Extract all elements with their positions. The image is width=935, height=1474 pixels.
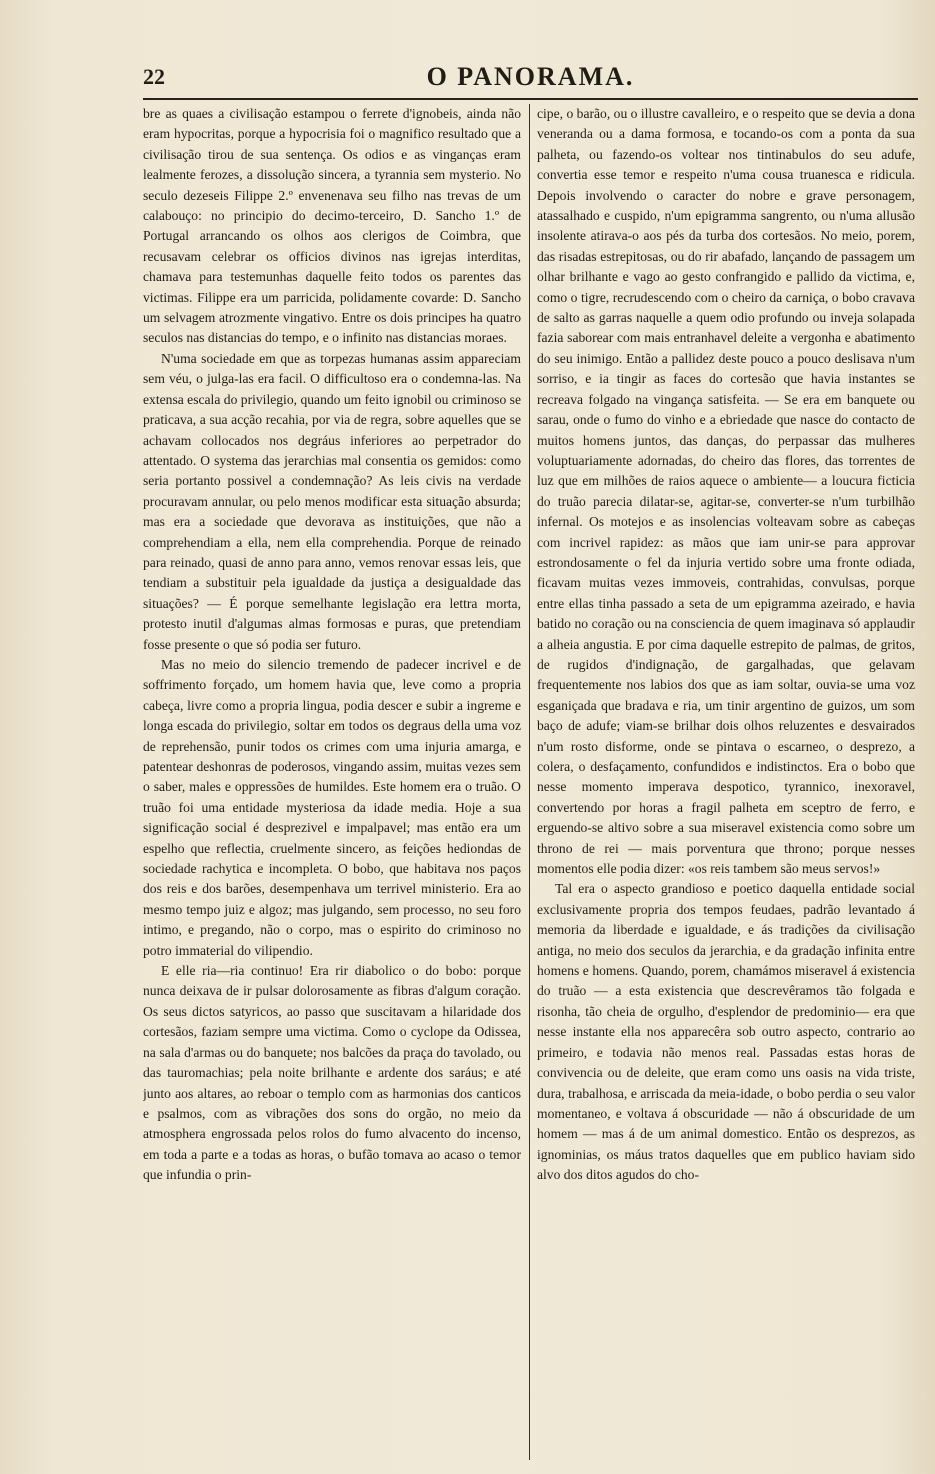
page-number: 22 [143, 64, 165, 89]
header-rule [143, 98, 918, 100]
right-column [537, 104, 915, 1464]
page-header [143, 62, 918, 98]
journal-title: O PANORAMA. [426, 62, 635, 91]
paragraph: Mas no meio do silencio tremendo de padecer incrivel e de soffrimento forçado, um homem havia que, leve como a propria cabeça, livre como a propria lingua, podia descer e subir a ingreme e longa escada do privilegio, soltar em todos os degraus della uma voz de reprehensão, punir todos os crimes com uma injuria amarga, e patentear deshonras de poderosos, vingando assim, muitas vezes sem o saber, males e oppressões de humildes. Este homem era o truão. O truão foi uma entidade mysteriosa da idade media. Hoje a sua significação social é desprezivel e impalpavel; mas então era um espelho que reflectia, cruelmente sincero, as feições hediondas de sociedade rachytica e incompleta. O bobo, que habitava nos paços dos reis e dos barões, desempenhava um terrivel ministerio. Era ao mesmo tempo juiz e algoz; mas julgando, sem processo, no seu foro intimo, e pregando, não o corpo, mas o espirito do criminoso no potro immaterial do vilipendio. [143, 656, 521, 958]
paragraph: bre as quaes a civilisação estampou o ferrete d'ignobeis, ainda não eram hypocritas, porque a hypocrisia foi o magnifico resultado que a civilisação tirou de sua sentença. Os odios e as vinganças eram lealmente ferozes, a dissolução sincera, a tyrannia sem mysterio. No seculo dezeseis Filippe 2.º envenenava seu filho nas trevas de um calabouço: no principio do decimo-terceiro, D. Sancho 1.º de Portugal arrancando os olhos aos clerigos de Coimbra, que recusavam celebrar os officios divinos nas igrejas interditas, chamava para testemunhas daquelle feito todos os parentes das victimas. Filippe era um parricida, polidamente covarde: D. Sancho um selvagem atrozmente vingativo. Entre os dois principes ha quatro seculos nas distancias do tempo, e o infinito nas distancias moraes. [143, 106, 521, 346]
left-column [143, 104, 521, 1464]
paragraph: E elle ria—ria continuo! Era rir diabolico o do bobo: porque nunca deixava de ir pulsar dolorosamente as fibras d'algum coração. Os seus dictos satyricos, ao passo que suscitavam a hilaridade dos cortesãos, faziam sempre uma victima. Como o cyclope da Odissea, na sala d'armas ou do banquete; nos balcões da praça do tavolado, ou das tauromachias; pela noite brilhante e ardente dos saráus; e até junto aos altares, ao reboar o templo com as harmonias dos canticos e psalmos, com as vibrações dos sons do orgão, no meio da atmosphera engrossada pelos rolos do fumo alvacento do incenso, em toda a parte e a todas as horas, o bufão tomava ao acaso o temor que infundia o prin- [143, 963, 521, 1183]
column-divider [529, 104, 530, 1460]
paragraph: cipe, o barão, ou o illustre cavalleiro, e o respeito que se devia a dona veneranda ou a dama formosa, e tocando-os com a ponta da sua palheta, ou fazendo-os voltear nos tintinabulos do seu adufe, convertia esse temor e respeito n'uma cousa truanesca e ridicula. Depois involvendo o caracter do nobre e grave personagem, atassalhado e cuspido, n'um epigramma sangrento, ou n'uma allusão insolente atirava-o aos pés da turba dos cortesãos. No meio, porem, das risadas estrepitosas, ou do rir abafado, lançando de passagem um olhar brilhante e vago ao gesto confrangido e pallido da victima, e, como o tigre, recrudescendo com o cheiro da carniça, o bobo cravava de salto as garras naquelle a quem odio profundo ou inveja solapada fazia saborear com mais entranhavel deleite a vergonha e abatimento do seu inimigo. Então a pallidez deste pouco a pouco deslisava n'um sorriso, e ia tingir as faces do cortesão que havia instantes se recreava folgado na vingança satisfeita. — Se era em banquete ou sarau, onde o fumo do vinho e a ebriedade que nasce do contacto de muitos homens juntos, das danças, do perpassar das mulheres voluptuariamente adornadas, do cheiro das flores, das torrentes de luz que em milhões de raios aquece o ambiente— a loucura ficticia do truão parecia dilatar-se, agitar-se, converter-se n'um turbilhão infernal. Os motejos e as insolencias volteavam sobre as cabeças com incrivel rapidez: as mãos que iam unir-se para approvar estrondosamente o fel da injuria vertido sobre uma fronte odiada, ficavam muitas vezes immoveis, contrahidas, convulsas, porque entre ellas tinha passado a seta de um epigramma azeirado, e havia batido no coração ou na consciencia de quem imaginava só applaudir a alheia angustia. E por cima daquelle estrepito de palmas, de gritos, de rugidos d'indignação, de gargalhadas, que gelavam frequentemente nos labios dos que as iam soltar, ouvia-se uma voz esganiçada que bradava e ria, um tinir argentino de guizos, um som baço de adufe; viam-se brilhar dois olhos reluzentes e desvairados n'um rosto disforme, onde se pintava o escarneo, o desprezo, a colera, o desfaçamento, confundidos e indistinctos. Era o bobo que nesse momento imperava despotico, tyrannico, inexoravel, convertendo por horas a fragil palheta em sceptro de ferro, e erguendo-se altivo sobre a sua miseravel existencia como sobre um throno de rei — mais porventura que throno; porque nesses momentos elle podia dizer: «os reis tambem são meus servos!» [537, 106, 915, 877]
paragraph: Tal era o aspecto grandioso e poetico daquella entidade social exclusivamente propria dos tempos feudaes, padrão levantado á memoria da liberdade e igualdade, e ás tradições da civilisação antiga, no meio dos seculos da jerarchia, e da gradação infinita entre homens e homens. Quando, porem, chamámos miseravel á existencia do truão — a esta existencia que descrevêramos tão folgada e risonha, tão cheia de orgulho, d'esplendor de predominio— era que nesse instante ella nos apparecêra sob outro aspecto, contrario ao primeiro, e todavia não menos real. Passadas estas horas de convivencia ou de deleite, que eram como uns oasis na vida triste, dura, trabalhosa, e arriscada da meia-idade, o bobo perdia o seu valor momentaneo, e voltava á obscuridade — não á obscuridade de um homem — mas á de um animal domestico. Então os desprezos, as ignominias, os máus tratos daquelles que em publico haviam sido alvo dos ditos agudos do cho- [537, 881, 915, 1183]
paragraph: N'uma sociedade em que as torpezas humanas assim appareciam sem véu, o julga-las era facil. O difficultoso era o condemna-las. Na extensa escala do privilegio, quando um feito ignobil ou criminoso se praticava, a sua acção recahia, por via de regra, sobre aquelles que se achavam collocados nos degráus inferiores ao perpetrador do attentado. O systema das jerarchias mal consentia os gemidos: como seria portanto possivel a condemnação? As leis civis na verdade procuravam annular, ou pelo menos modificar esta situação absurda; mas era a sociedade que devorava as instituições, que não a comprehendiam a ella, nem ella comprehendia. Porque de reinado para reinado, quasi de anno para anno, vemos renovar essas leis, que tendiam a substituir pela igualdade da justiça a desigualdade das situações? — É porque semelhante legislação era lettra morta, protesto inutil d'algumas almas formosas e puras, que pretendiam fosse presente o que só podia ser futuro. [143, 350, 521, 652]
